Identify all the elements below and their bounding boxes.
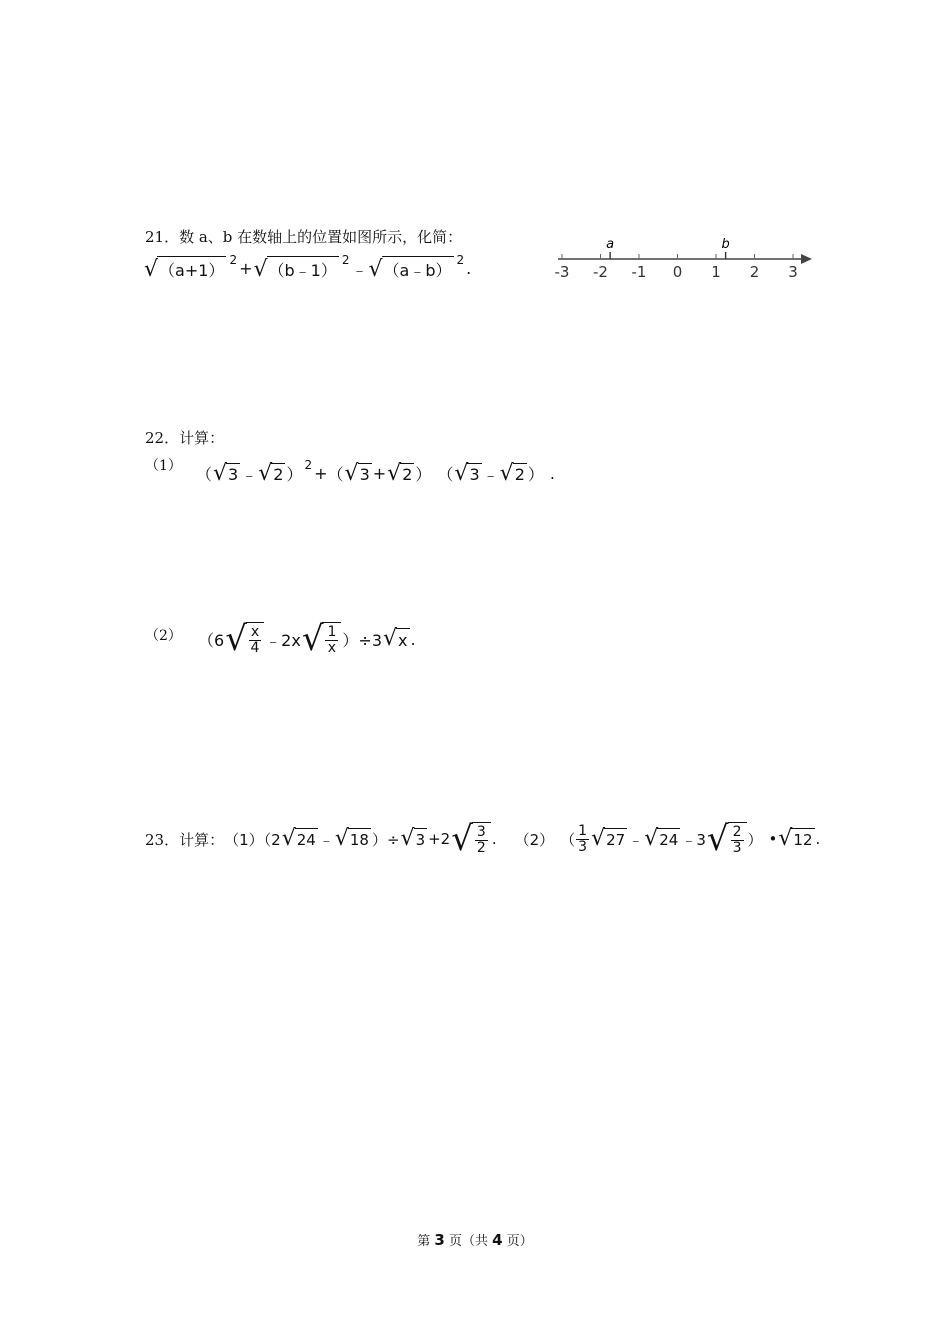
period: . [410,629,416,649]
sqrt-x: √ x [383,626,408,651]
q22-part2-number: （2） [145,628,182,644]
q21-text: 数 a、b 在数轴上的位置如图所示，化简： [179,228,463,246]
plus-sign: + [239,259,253,278]
sqrt-12: √ 12 [778,826,813,851]
point-b-label: b [721,237,730,252]
paren: （ [437,465,454,484]
paren: ） [747,830,763,849]
q21-label: 21． [145,228,180,246]
q22-part2-expression [198,619,416,659]
sqrt-24: √ 24 [281,826,316,851]
q21-expression [143,252,472,282]
q23-part2-number: （2） [514,830,555,849]
q22-part1-expression [196,457,555,486]
plus-sign: + [372,464,387,483]
sqrt-3a: √ 3 [213,460,239,486]
page-number: 3 [434,1231,445,1249]
power: 2 [304,457,313,472]
minus-sign: ﹣ [241,465,258,484]
fraction-1-3: $\frac{1}{3}$ [578,822,588,855]
number-line [548,230,818,290]
power-1: 2 [229,252,238,267]
q23-expression [145,819,821,859]
tick-label: -1 [631,263,647,281]
tick-label: 0 [672,263,683,281]
multiply-dot: • [768,830,778,848]
plus-sign: + [314,464,328,483]
sqrt-3: √ （a﹣b） [368,257,452,282]
sqrt-2: √ （b﹣1） [253,257,337,282]
sqrt-1-over-x: √ $\frac{1}{x}$ [302,622,342,656]
sqrt-2b: √ 2 [387,460,413,486]
sqrt-x-over-4: √ $\frac{x}{4}$ [225,622,264,656]
sqrt-3b: √ 3 [344,460,370,486]
tick-label: -2 [593,263,608,281]
divide-term: ）÷3 [342,630,382,650]
tick-label: -3 [554,263,570,281]
sqrt-3-over-2: √ $\frac{3}{2}$ [451,822,491,856]
period: . [815,830,821,848]
paren: （ [327,465,344,484]
paren: ） [415,465,432,484]
paren: ） [286,465,303,484]
minus-term: ﹣2x [265,630,301,650]
paren: ） [527,465,544,484]
q23-part1-number: （1）（2 [224,830,281,849]
total-pages: 4 [492,1231,503,1249]
minus-sign: ﹣ [318,830,334,849]
footer-middle: 页（共 [444,1234,493,1249]
sqrt-18: √ 18 [334,826,369,851]
page-footer [0,1230,950,1249]
minus-sign: ﹣ [482,465,499,484]
period: . [466,259,472,278]
paren: （ [196,465,213,484]
tick-label: 2 [749,263,760,281]
power-2: 2 [341,252,350,267]
footer-suffix: 页） [502,1234,533,1249]
footer-prefix: 第 [417,1234,435,1249]
minus-sign: ﹣ [628,830,644,849]
sqrt-24b: √ 24 [644,826,679,851]
sqrt-3: √ 3 [400,826,426,851]
paren-coef: （6 [198,630,225,650]
paren: （ [560,830,576,849]
plus-term: +2 [428,830,451,848]
tick-label: 3 [788,263,798,281]
q22-label: 22．计算： [145,429,225,447]
point-a-label: a [606,237,615,252]
sqrt-2c: √ 2 [499,460,525,486]
period: . [491,830,497,848]
tick-group [555,254,798,281]
sqrt-2a: √ 2 [258,460,284,486]
axis-arrow [801,254,812,264]
sqrt-3c: √ 3 [454,460,480,486]
q22-part1-number: （1） [145,458,182,474]
tick-label: 1 [711,263,721,281]
sqrt-1: √ （a+1） [144,257,225,282]
divide-sign: ）÷ [371,830,400,849]
q23-label: 23．计算： [145,830,225,849]
sqrt-2-over-3: √ $\frac{2}{3}$ [707,822,747,856]
q21-statement [145,226,462,247]
minus-sign: ﹣ [351,260,368,279]
sqrt-27: √ 27 [591,826,626,851]
period: . [549,464,555,483]
power-3: 2 [456,252,465,267]
minus-term: ﹣3 [681,830,706,849]
